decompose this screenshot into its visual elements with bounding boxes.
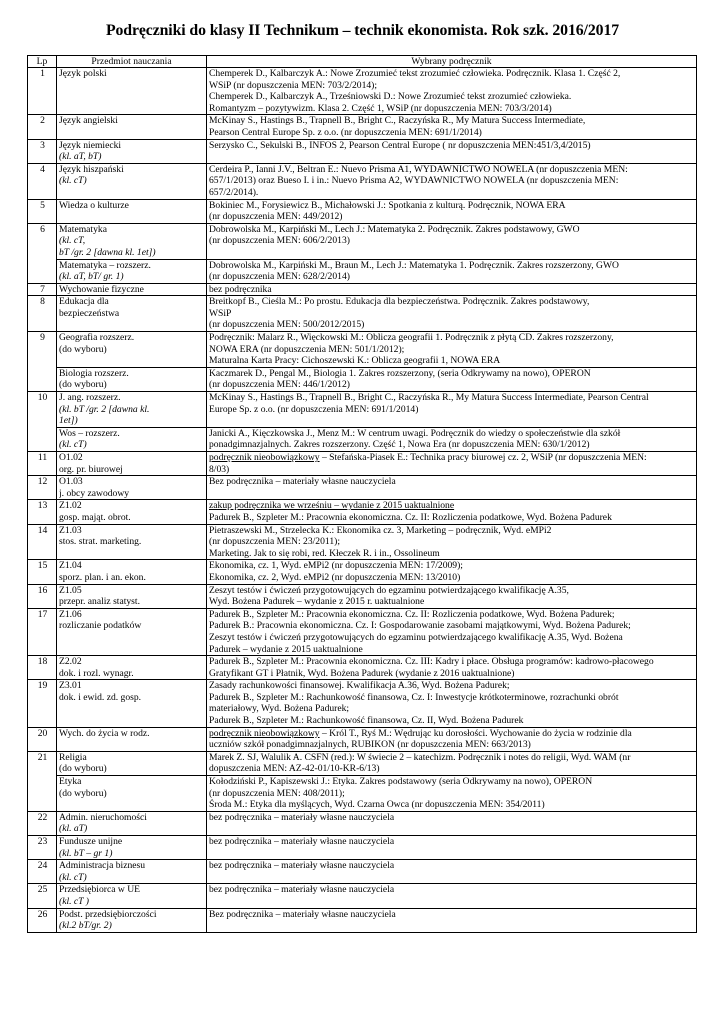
row-number: 5: [28, 199, 57, 223]
subject-cell: [57, 751, 207, 775]
textbook-line: Ekonomika, cz. 1, Wyd. eMPi2 (nr dopuszczenia MEN: 17/2009);: [209, 560, 463, 572]
table-header-row: [28, 56, 697, 68]
subject-line: Matematyka: [59, 223, 107, 235]
subject-line: Język hiszpański: [59, 163, 124, 175]
subject-cell: [57, 884, 207, 908]
textbook-line: bez podręcznika – materiały własne nauczyciela: [209, 860, 395, 872]
subject-line: bT /gr. 2 [dawna kl. 1et]): [59, 246, 156, 258]
textbook-line: Padurek B., Szpleter M.: Pracownia ekonomiczna. Cz. II: Rozliczenia podatkowe, Wyd. Bożena Padurek;: [209, 608, 615, 620]
textbook-line: Bez podręcznika – materiały własne nauczyciela: [209, 908, 396, 920]
textbook-line: Środa M.: Etyka dla myślących, Wyd. Czarna Owca (nr dopuszczenia MEN: 354/2011): [209, 799, 545, 811]
subject-cell: [57, 656, 207, 680]
subject-cell: [57, 427, 207, 451]
subject-line: (do wyboru): [59, 379, 107, 391]
textbook-cell: [207, 259, 697, 283]
textbook-line: Padurek B.: Pracownia ekonomiczna. Cz. I: Gospodarowanie zasobami majątkowymi, Wyd. Bożena Padurek;: [209, 620, 631, 632]
optional-note: podręcznik nieobowiązkowy: [209, 452, 320, 463]
textbook-line: Padurek B., Szpleter M.: Rachunkowość finansowa, Cz. II, Wyd. Bożena Padurek: [209, 715, 524, 727]
subject-line: rozliczanie podatków: [59, 620, 142, 632]
row-number: 1: [28, 68, 57, 115]
table-row: [28, 427, 697, 451]
table-row: [28, 296, 697, 332]
header-subject: Przedmiot nauczania: [57, 56, 207, 68]
textbook-cell: [207, 452, 697, 476]
subject-line: (do wyboru): [59, 343, 107, 355]
textbook-cell: [207, 296, 697, 332]
row-number: 8: [28, 296, 57, 332]
textbook-line: Marketing. Jak to się robi, red. Kłeczek R. i in., Ossolineum: [209, 547, 440, 559]
textbook-line: NOWA ERA (nr dopuszczenia MEN: 501/1/2012);: [209, 343, 405, 355]
subject-cell: [57, 524, 207, 560]
subject-line: gosp. mająt. obrot.: [59, 511, 131, 523]
subject-line: (kl. cT): [59, 871, 87, 883]
subject-line: Język angielski: [59, 115, 118, 127]
subject-line: Z3.01: [59, 680, 82, 692]
subject-cell: [57, 199, 207, 223]
textbook-line: Padurek B., Szpleter M.: Rachunkowość finansowa, Cz. I: Inwestycje krótkoterminowe, rozrachunki obrót: [209, 691, 619, 703]
subject-cell: [57, 860, 207, 884]
subject-cell: [57, 811, 207, 835]
table-row: [28, 524, 697, 560]
textbook-line: (nr dopuszczenia MEN: 628/2/2014): [209, 271, 350, 283]
textbook-line: Kaczmarek D., Pengal M., Biologia 1. Zakres rozszerzony, (seria Odkrywamy na nowo), OPERON: [209, 367, 591, 379]
textbook-line: Kołodziński P., Kapiszewski J.: Etyka. Zakres podstawowy (seria Odkrywamy na nowo), OPERON: [209, 776, 593, 788]
subject-cell: [57, 452, 207, 476]
textbook-line: bez podręcznika: [209, 283, 272, 295]
textbook-line: Romantyzm – pozytywizm. Klasa 2. Część 1, WSiP (nr dopuszczenia MEN: 703/3/2014): [209, 102, 552, 114]
textbook-cell: [207, 836, 697, 860]
subject-line: (kl. aT): [59, 823, 88, 835]
subject-line: Z1.02: [59, 500, 82, 512]
subject-line: (kl. aT, bT): [59, 151, 102, 163]
subject-line: Wychowanie fizyczne: [59, 283, 144, 295]
subject-line: Wiedza o kulturze: [59, 199, 129, 211]
subject-cell: [57, 500, 207, 524]
textbook-line: (nr dopuszczenia MEN: 23/2011);: [209, 536, 340, 548]
textbook-line: Padurek – wydanie z 2015 uaktualnione: [209, 643, 363, 655]
textbook-text: – Stefańska-Piasek E.: Technika pracy biurowej cz. 2, WSiP (nr dopuszczenia MEN:: [319, 452, 647, 463]
subject-line: Z2.02: [59, 656, 82, 668]
subject-line: dok. i ewid. zd. gosp.: [59, 691, 142, 703]
textbook-cell: [207, 560, 697, 584]
row-number: 16: [28, 584, 57, 608]
textbook-line: Padurek B., Szpleter M.: Pracownia ekonomiczna. Cz. III: Kadry i płace. Obsługa programów: kadrowo-płacowego: [209, 656, 654, 668]
textbook-cell: [207, 139, 697, 163]
subject-line: (kl. aT, bT/ gr. 1): [59, 271, 124, 283]
textbook-line: Gratyfikant GT i Płatnik, Wyd. Bożena Padurek (wydanie z 2016 uaktualnione): [209, 667, 515, 679]
subject-line: (kl. cT ): [59, 895, 89, 907]
textbook-line: McKinay S., Hastings B., Trapnell B., Bright C., Raczyńska R., My Matura Success Intermediate, Pearson Central: [209, 392, 649, 404]
subject-cell: [57, 332, 207, 368]
row-number: 21: [28, 751, 57, 811]
table-row: [28, 584, 697, 608]
textbook-line: Zasady rachunkowości finansowej. Kwalifikacja A.36, Wyd. Bożena Padurek;: [209, 680, 510, 692]
subject-line: Biologia rozszerz.: [59, 367, 129, 379]
table-row: [28, 908, 697, 932]
textbook-line: Bez podręcznika – materiały własne nauczyciela: [209, 476, 396, 488]
textbook-line: dopuszczenia MEN: AZ-42-01/10-KR-6/13): [209, 763, 380, 775]
subject-cell: [57, 476, 207, 500]
textbook-cell: [207, 524, 697, 560]
textbook-cell: [207, 727, 697, 751]
row-number: 23: [28, 836, 57, 860]
textbook-line: WSiP (nr dopuszczenia MEN: 703/2/2014);: [209, 79, 378, 91]
textbook-cell: [207, 751, 697, 775]
textbook-text: – Król T., Ryś M.: Wędrując ku dorosłości. Wychowanie do życia w rodzinie dla: [319, 727, 632, 739]
row-number: 20: [28, 727, 57, 751]
textbook-cell: [207, 584, 697, 608]
subject-line: Podst. przedsiębiorczości: [59, 908, 157, 920]
row-number: 12: [28, 476, 57, 500]
table-row: [28, 751, 697, 775]
row-number: 25: [28, 884, 57, 908]
subject-line: dok. i rozl. wynagr.: [59, 667, 134, 679]
subject-line: bezpieczeństwa: [59, 307, 120, 319]
subject-line: przepr. analiz statyst.: [59, 596, 140, 608]
row-number: 24: [28, 860, 57, 884]
textbook-line: materiałowy, Wyd. Bożena Padurek;: [209, 703, 350, 715]
textbook-line: Chemperek D., Kalbarczyk A., Trześniowski D.: Nowe Zrozumieć tekst zrozumieć człowieka.: [209, 91, 572, 103]
subject-line: (kl. cT,: [59, 235, 86, 247]
textbook-line: (nr dopuszczenia MEN: 449/2012): [209, 211, 343, 223]
subject-cell: [57, 908, 207, 932]
textbook-cell: [207, 163, 697, 199]
row-number: 15: [28, 560, 57, 584]
subject-line: Z1.04: [59, 560, 82, 572]
table-row: [28, 367, 697, 391]
textbook-line: (nr dopuszczenia MEN: 446/1/2012): [209, 379, 350, 391]
textbook-cell: [207, 367, 697, 391]
row-number: 13: [28, 500, 57, 524]
subject-line: Wos – rozszerz.: [59, 427, 120, 439]
textbook-line: Serzysko C., Sekulski B., INFOS 2, Pearson Central Europe ( nr dopuszczenia MEN:451/3,4/2015): [209, 139, 591, 151]
subject-line: 1et]): [59, 415, 78, 427]
table-row: [28, 392, 697, 428]
textbook-line: uczniów szkół ponadgimnazjalnych, RUBIKON (nr dopuszczenia MEN: 663/2013): [209, 739, 531, 751]
table-row: [28, 608, 697, 655]
table-row: [28, 476, 697, 500]
textbook-line: 8/03): [209, 463, 230, 475]
textbook-cell: [207, 884, 697, 908]
subject-line: Religia: [59, 751, 87, 763]
textbook-line: Bokiniec M., Forysiewicz B., Michałowski J.: Spotkania z kulturą. Podręcznik, NOWA ERA: [209, 199, 566, 211]
textbook-line: (nr dopuszczenia MEN: 500/2012/2015): [209, 319, 365, 331]
subject-cell: [57, 283, 207, 296]
subject-line: O1.02: [59, 452, 83, 463]
textbook-line: Pearson Central Europe Sp. z o.o. (nr dopuszczenia MEN: 691/1/2014): [209, 126, 482, 138]
textbook-cell: [207, 476, 697, 500]
subject-line: J. ang. rozszerz.: [59, 392, 121, 404]
textbook-cell: [207, 115, 697, 139]
textbook-cell: [207, 776, 697, 812]
subject-line: Geografia rozszerz.: [59, 332, 135, 344]
textbook-line: Dobrowolska M., Karpiński M., Lech J.: Matematyka 2. Podręcznik. Zakres podstawowy, GWO: [209, 223, 580, 235]
subject-cell: [57, 223, 207, 259]
subject-line: stos. strat. marketing.: [59, 536, 142, 548]
subject-line: Język niemiecki: [59, 139, 122, 151]
subject-cell: [57, 367, 207, 391]
textbook-line: Wyd. Bożena Padurek – wydanie z 2015 r. uaktualnione: [209, 596, 425, 608]
table-row: [28, 860, 697, 884]
textbook-cell: [207, 68, 697, 115]
subject-line: Admin. nieruchomości: [59, 811, 147, 823]
subject-cell: [57, 836, 207, 860]
table-row: [28, 776, 697, 812]
textbook-line: WSiP: [209, 307, 232, 319]
textbook-line: ponadgimnazjalnych. Zakres rozszerzony. Część 1, Nowa Era (nr dopuszczenia MEN: 630/1/2012): [209, 439, 590, 451]
textbook-line: bez podręcznika – materiały własne nauczyciela: [209, 836, 395, 847]
row-number: 7: [28, 283, 57, 296]
textbook-cell: [207, 608, 697, 655]
textbook-line: bez podręcznika – materiały własne nauczyciela: [209, 811, 395, 823]
subject-cell: [57, 259, 207, 283]
textbook-line: Pietraszewski M., Strzelecka K.: Ekonomika cz. 3, Marketing – podręcznik, Wyd. eMPi2: [209, 524, 552, 536]
textbook-line: Zeszyt testów i ćwiczeń przygotowujących do egzaminu potwierdzającego kwalifikację A.35, Wyd. Bożena: [209, 631, 623, 643]
textbook-line: Chemperek D., Kalbarczyk A.: Nowe Zrozumieć tekst zrozumieć człowieka. Podręcznik. Klasa 1. Część 2,: [209, 68, 621, 79]
row-number: 11: [28, 452, 57, 476]
row-number: 14: [28, 524, 57, 560]
subject-line: Etyka: [59, 776, 82, 788]
textbook-line: Zeszyt testów i ćwiczeń przygotowujących do egzaminu potwierdzającego kwalifikację A.35,: [209, 584, 569, 596]
subject-line: (kl. bT /gr. 2 [dawna kl.: [59, 403, 150, 415]
table-row: [28, 115, 697, 139]
textbook-cell: [207, 860, 697, 884]
row-number: 17: [28, 608, 57, 655]
row-number: 26: [28, 908, 57, 932]
table-row: [28, 332, 697, 368]
row-number: 19: [28, 680, 57, 727]
subject-line: Wych. do życia w rodz.: [59, 727, 150, 739]
row-number: 6: [28, 223, 57, 283]
textbook-cell: [207, 283, 697, 296]
row-number: 10: [28, 392, 57, 452]
subject-line: Przedsiębiorca w UE: [59, 884, 140, 896]
textbook-line: Cerdeira P., Ianni J.V., Beltran E.: Nuevo Prisma A1, WYDAWNICTWO NOWELA (nr dopuszczenia MEN:: [209, 163, 628, 175]
textbook-cell: [207, 332, 697, 368]
subject-cell: [57, 392, 207, 428]
subject-cell: [57, 608, 207, 655]
table-row: [28, 259, 697, 283]
textbook-line: McKinay S., Hastings B., Trapnell B., Bright C., Raczyńska R., My Matura Success Intermediate,: [209, 115, 586, 127]
textbook-line: [209, 452, 695, 464]
header-lp: Lp: [28, 56, 57, 68]
subject-line: Administracja biznesu: [59, 860, 146, 872]
row-number: 9: [28, 332, 57, 392]
textbook-cell: [207, 500, 697, 524]
subject-line: Język polski: [59, 68, 107, 79]
table-row: [28, 811, 697, 835]
subject-line: j. obcy zawodowy: [59, 487, 130, 499]
textbook-line: bez podręcznika – materiały własne nauczyciela: [209, 884, 395, 896]
table-row: [28, 283, 697, 296]
subject-line: (kl.2 bT/gr. 2): [59, 920, 112, 932]
table-row: [28, 68, 697, 115]
subject-line: (kl. cT): [59, 439, 87, 451]
table-row: [28, 680, 697, 727]
textbook-line: 657/1/2013) oraz Bueso I. i in.: Nuevo Prisma A2, WYDAWNICTWO NOWELA (nr dopuszczenia MEN:: [209, 175, 619, 187]
row-number: 18: [28, 656, 57, 680]
textbook-line: Ekonomika, cz. 2, Wyd. eMPi2 (nr dopuszczenia MEN: 13/2010): [209, 571, 461, 583]
row-number: 22: [28, 811, 57, 835]
textbook-line: Janicki A., Kięczkowska J., Menz M.: W centrum uwagi. Podręcznik do wiedzy o społeczeństwie dla szkół: [209, 427, 621, 439]
textbook-line: Padurek B., Szpleter M.: Pracownia ekonomiczna. Cz. II: Rozliczenia podatkowe, Wyd. Bożena Padurek: [209, 511, 612, 523]
textbook-cell: [207, 656, 697, 680]
textbook-cell: [207, 223, 697, 259]
textbook-line: Marek Z. SJ, Walulik A. CSFN (red.): W świecie 2 – katechizm. Podręcznik i notes do religii, Wyd. WAM (nr: [209, 751, 631, 763]
textbook-line: Breitkopf B., Cieśla M.: Po prostu. Edukacja dla bezpieczeństwa. Podręcznik. Zakres podstawowy,: [209, 296, 590, 308]
page-title: Podręczniki do klasy II Technikum – technik ekonomista. Rok szk. 2016/2017: [105, 22, 620, 39]
table-row: [28, 500, 697, 524]
subject-cell: [57, 560, 207, 584]
subject-cell: [57, 680, 207, 727]
row-number: 4: [28, 163, 57, 199]
textbook-cell: [207, 908, 697, 932]
subject-cell: [57, 115, 207, 139]
subject-line: sporz. plan. i an. ekon.: [59, 571, 146, 583]
textbook-table: [27, 55, 697, 933]
table-row: [28, 223, 697, 259]
textbook-cell: [207, 199, 697, 223]
subject-line: (do wyboru): [59, 787, 107, 799]
subject-line: Z1.03: [59, 524, 82, 536]
subject-cell: [57, 776, 207, 812]
table-row: [28, 836, 697, 860]
subject-line: O1.03: [59, 476, 83, 488]
textbook-cell: [207, 392, 697, 428]
textbook-line: (nr dopuszczenia MEN: 408/2011);: [209, 787, 345, 799]
subject-line: Matematyka – rozszerz.: [59, 259, 151, 271]
subject-cell: [57, 584, 207, 608]
subject-line: Z1.06: [59, 608, 82, 620]
subject-line: (kl. cT): [59, 175, 87, 187]
subject-cell: [57, 139, 207, 163]
textbook-line: Dobrowolska M., Karpiński M., Braun M., Lech J.: Matematyka 1. Podręcznik. Zakres rozszerzony, GWO: [209, 259, 619, 271]
textbook-line: zakup podręcznika we wrześniu – wydanie z 2015 uaktualnione: [209, 500, 455, 512]
subject-line: (do wyboru): [59, 763, 107, 775]
textbook-line: 657/2/2014).: [209, 186, 259, 198]
row-number: 2: [28, 115, 57, 139]
textbook-line: [209, 728, 695, 740]
subject-cell: [57, 68, 207, 115]
row-number: 3: [28, 139, 57, 163]
table-row: [28, 560, 697, 584]
textbook-line: Podręcznik: Malarz R., Więckowski M.: Oblicza geografii 1. Podręcznik z płytą CD. Zakres rozszerzony,: [209, 332, 614, 344]
textbook-cell: [207, 811, 697, 835]
table-row: [28, 727, 697, 751]
subject-line: Edukacja dla: [59, 296, 109, 308]
textbook-line: Europe Sp. z o.o. (nr dopuszczenia MEN: 691/1/2014): [209, 403, 419, 415]
table-row: [28, 656, 697, 680]
header-textbook: Wybrany podręcznik: [207, 56, 697, 68]
subject-line: org. pr. biurowej: [59, 463, 123, 475]
optional-note: podręcznik nieobowiązkowy: [209, 727, 320, 739]
table-row: [28, 139, 697, 163]
subject-line: Fundusze unijne: [59, 836, 123, 847]
table-row: [28, 199, 697, 223]
table-row: [28, 884, 697, 908]
subject-cell: [57, 296, 207, 332]
textbook-line: Maturalna Karta Pracy: Cichoszewski K.: Oblicza geografii 1, NOWA ERA: [209, 355, 501, 367]
subject-line: Z1.05: [59, 584, 82, 596]
textbook-line: (nr dopuszczenia MEN: 606/2/2013): [209, 235, 350, 247]
subject-cell: [57, 163, 207, 199]
table-row: [28, 163, 697, 199]
textbook-cell: [207, 427, 697, 451]
textbook-cell: [207, 680, 697, 727]
table-row: [28, 452, 697, 476]
subject-cell: [57, 727, 207, 751]
subject-line: (kl. bT – gr 1): [59, 847, 113, 859]
